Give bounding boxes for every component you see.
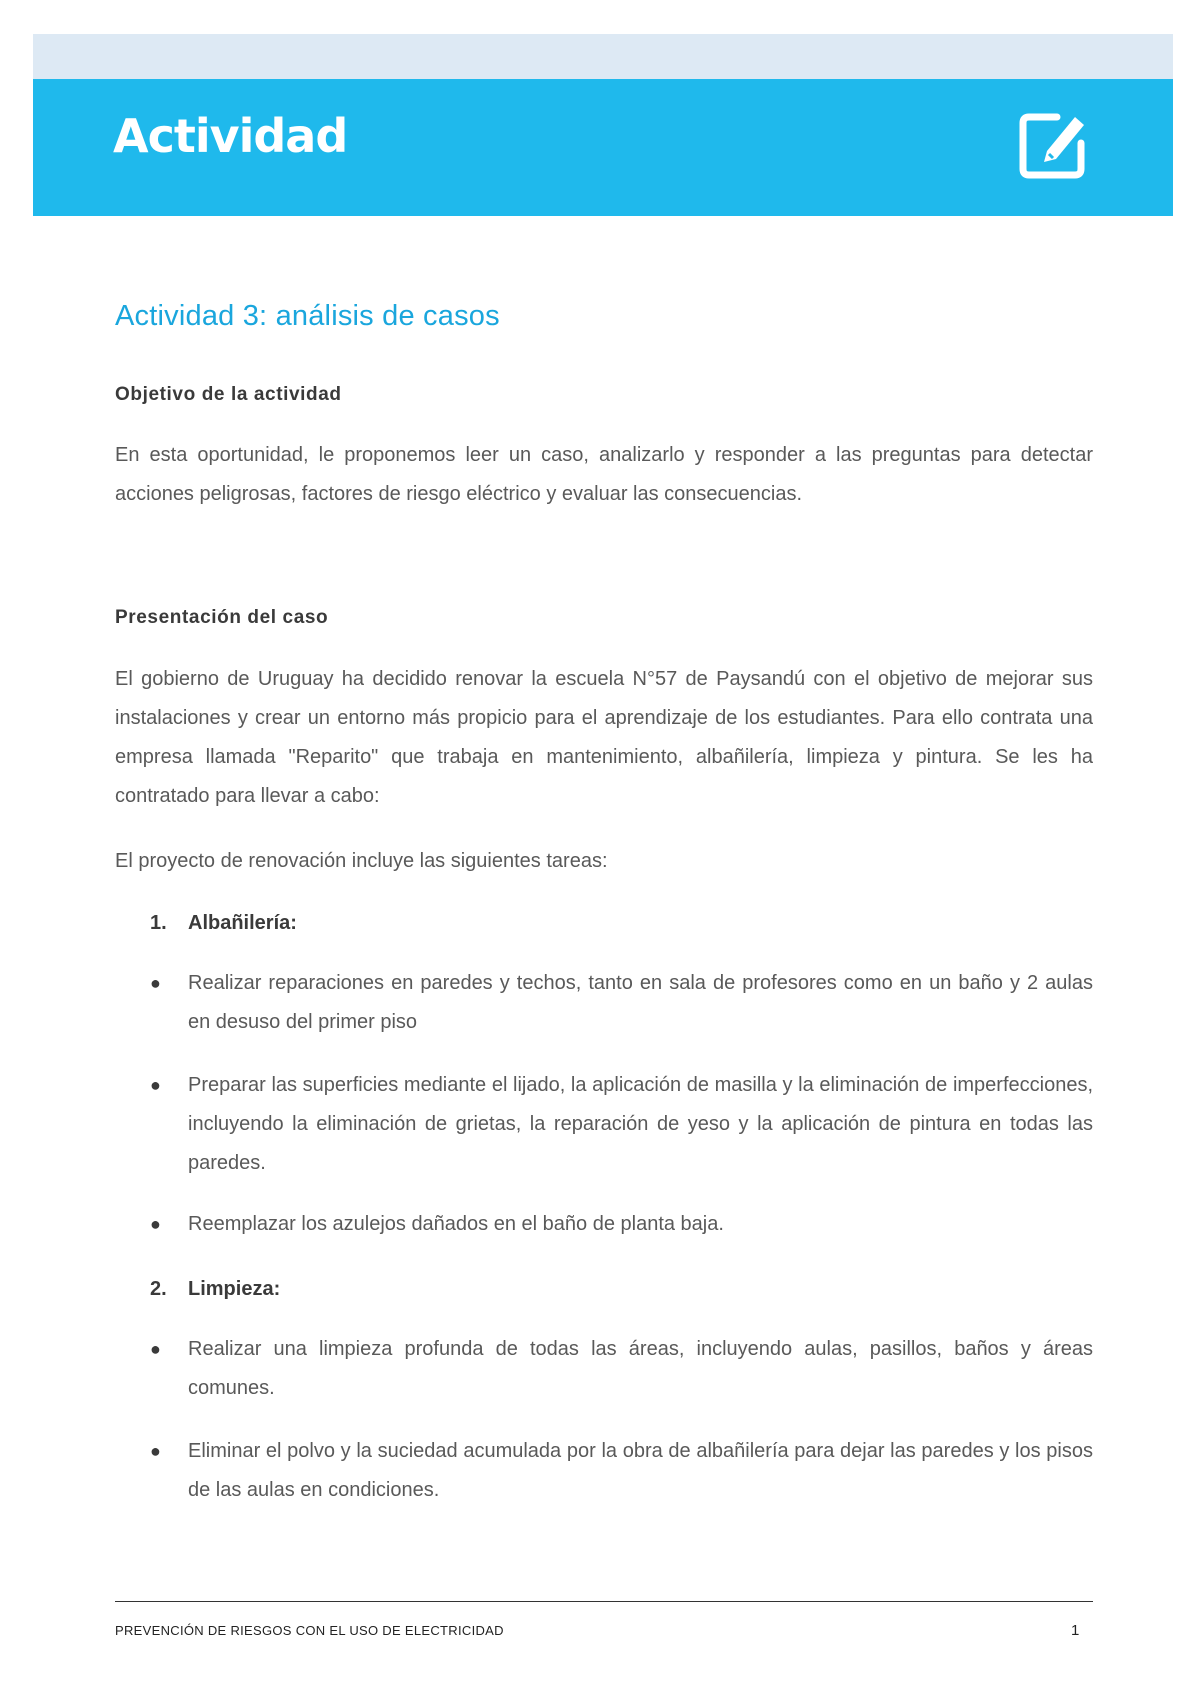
bullet-icon: ●	[150, 1441, 161, 1461]
header-banner	[33, 79, 1173, 216]
objective-text: En esta oportunidad, le proponemos leer un caso, analizarlo y responder a las preguntas para detectar acciones peligrosas, factores de riesgo eléctrico y evaluar las consecuencias.	[115, 444, 1093, 505]
page-number: 1	[1071, 1622, 1080, 1639]
section-number: 2.	[150, 1278, 167, 1300]
footer-divider	[115, 1601, 1093, 1602]
list-item	[150, 964, 1093, 1042]
bullet-icon: ●	[150, 1339, 161, 1359]
objective-heading: Objetivo de la actividad	[115, 384, 342, 405]
case-heading: Presentación del caso	[115, 607, 329, 628]
activity-title: Actividad 3: análisis de casos	[115, 300, 500, 332]
list-item-text: Reemplazar los azulejos dañados en el baño de planta baja.	[188, 1213, 724, 1235]
list-item-text: Preparar las superficies mediante el lijado, la aplicación de masilla y la eliminación de imperfecciones, incluyendo la eliminación de grietas, la reparación de yeso y la aplicación de pintura en todas las paredes.	[188, 1074, 1093, 1174]
header-band-light	[33, 34, 1173, 79]
list-item-text: Realizar una limpieza profunda de todas las áreas, incluyendo aulas, pasillos, baños y áreas comunes.	[188, 1338, 1093, 1399]
list-item-text: Realizar reparaciones en paredes y techos, tanto en sala de profesores como en un baño y 2 aulas en desuso del primer piso	[188, 972, 1093, 1033]
list-item	[150, 1205, 1093, 1244]
list-item	[150, 1432, 1093, 1510]
bullet-icon: ●	[150, 1075, 161, 1095]
banner-title: Actividad	[113, 109, 348, 163]
section-number: 1.	[150, 912, 167, 934]
list-item	[150, 1330, 1093, 1408]
section-cleaning	[150, 1278, 280, 1301]
section-label: Limpieza:	[188, 1278, 281, 1300]
list-item	[150, 1066, 1093, 1183]
tasks-intro: El proyecto de renovación incluye las siguientes tareas:	[115, 850, 608, 872]
list-item-text: Eliminar el polvo y la suciedad acumulada por la obra de albañilería para dejar las paredes y los pisos de las aulas en condiciones.	[188, 1440, 1093, 1501]
case-intro: El gobierno de Uruguay ha decidido renovar la escuela N°57 de Paysandú con el objetivo de mejorar sus instalaciones y crear un entorno más propicio para el aprendizaje de los estudiantes. Para ello contrata una empresa llamada "Reparito" que trabaja en mantenimiento, albañilería, limpieza y pintura. Se les ha contratado para llevar a cabo:	[115, 668, 1093, 807]
bullet-icon: ●	[150, 973, 161, 993]
bullet-icon: ●	[150, 1214, 161, 1234]
section-label: Albañilería:	[188, 912, 297, 934]
section-masonry	[150, 912, 297, 935]
footer-title: PREVENCIÓN DE RIESGOS CON EL USO DE ELECTRICIDAD	[115, 1623, 504, 1638]
edit-note-icon	[1017, 107, 1092, 182]
